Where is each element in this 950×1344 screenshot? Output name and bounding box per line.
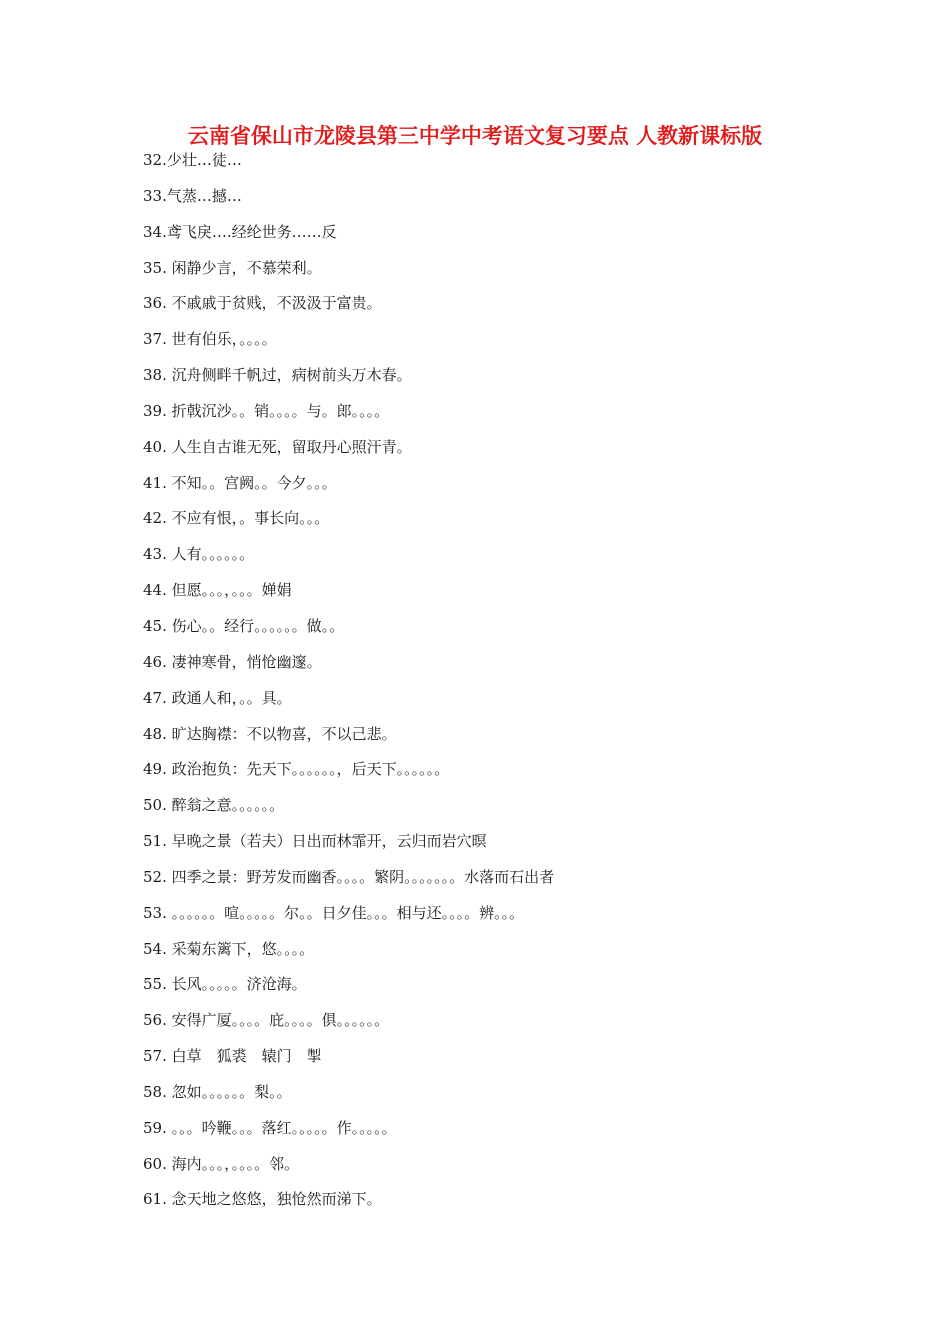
review-item: 56. 安得广厦。。。。庇。。。。俱。。。。。。 [143, 1011, 390, 1030]
review-item: 52. 四季之景：野芳发而幽香。。。。繁阴。。。。。。。水落而石出者 [143, 867, 555, 886]
review-item: 39. 折戟沉沙。。销。。。。与。郎。。。。 [143, 401, 390, 420]
review-item: 50. 醉翁之意。。。。。。 [143, 796, 285, 815]
review-item: 47. 政通人和，。。具。 [143, 688, 292, 707]
review-item: 58. 忽如。。。。。。梨。。 [143, 1082, 292, 1101]
review-item: 55. 长风。。。。。济沧海。 [143, 975, 307, 994]
review-item: 44. 但愿。。。，。。。婵娟 [143, 581, 292, 600]
review-item: 37. 世有伯乐，。。。。 [143, 330, 277, 349]
review-item: 61. 念天地之悠悠，独怆然而涕下。 [143, 1190, 382, 1209]
review-item: 60. 海内。。。，。。。。邻。 [143, 1154, 300, 1173]
review-item: 41. 不知。。宫阙。。今夕。。。 [143, 473, 337, 492]
review-item: 53. 。。。。。。喧。。。。。尔。。日夕佳。。。相与还。。。。辨。。。 [143, 903, 525, 922]
review-item: 35. 闲静少言，不慕荣利。 [143, 258, 322, 277]
review-item: 45. 伤心。。经行。。。。。。做。。 [143, 616, 345, 635]
review-item: 48. 旷达胸襟：不以物喜，不以己悲。 [143, 724, 397, 743]
review-item-list [143, 148, 554, 1223]
review-item: 34.鸢飞戾….经纶世务……反 [143, 222, 337, 241]
review-item: 42. 不应有恨，。事长向。。。 [143, 509, 330, 528]
review-item: 33.气蒸…撼… [143, 186, 242, 205]
review-item: 38. 沉舟侧畔千帆过，病树前头万木春。 [143, 366, 412, 385]
review-item: 54. 采菊东篱下，悠。。。。 [143, 939, 315, 958]
review-item: 51. 早晚之景（若夫）日出而林霏开，云归而岩穴暝 [143, 832, 487, 851]
page-title: 云南省保山市龙陵县第三中学中考语文复习要点 人教新课标版 [187, 123, 763, 148]
review-item: 43. 人有。。。。。。 [143, 545, 255, 564]
review-item: 40. 人生自古谁无死，留取丹心照汗青。 [143, 437, 412, 456]
review-item: 36. 不戚戚于贫贱，不汲汲于富贵。 [143, 294, 382, 313]
review-item: 46. 凄神寒骨，悄怆幽邃。 [143, 652, 322, 671]
review-item: 57. 白草 狐裘 辕门 掣 [143, 1047, 322, 1066]
review-item: 59. 。。。吟鞭。。。落红。。。。。作。。。。。 [143, 1118, 397, 1137]
review-item: 49. 政治抱负：先天下。。。。。。，后天下。。。。。。 [143, 760, 450, 779]
review-item: 32.少壮…徒… [143, 151, 242, 169]
